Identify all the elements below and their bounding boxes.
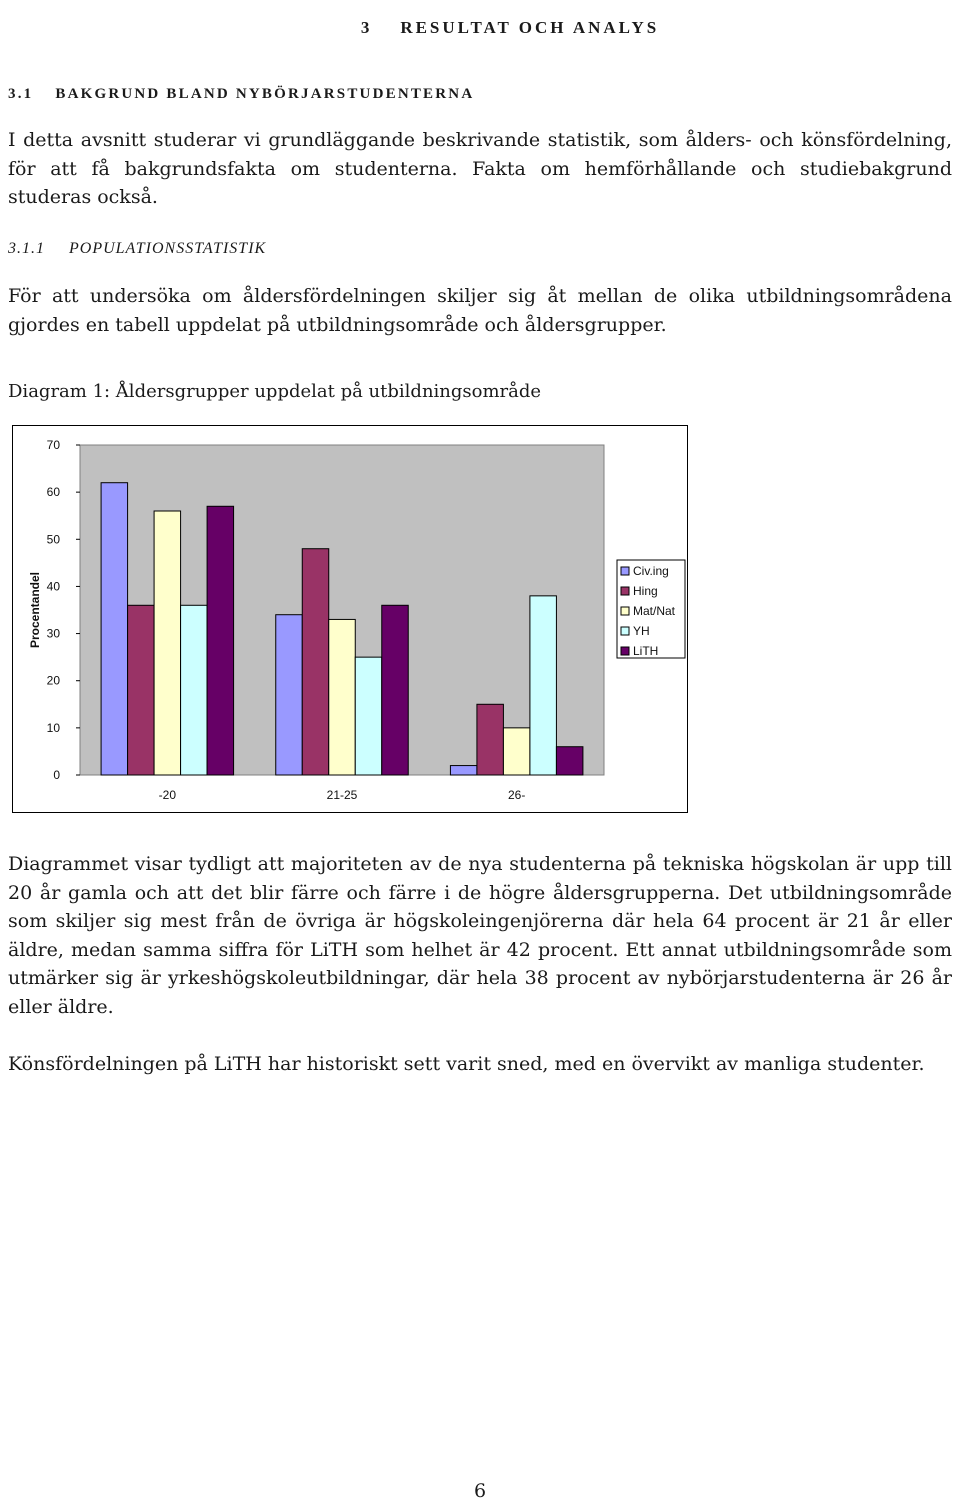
y-tick-label: 20 — [46, 673, 60, 688]
subsection-number: 3.1.1 — [8, 240, 45, 257]
bar-yh-2 — [530, 596, 557, 775]
bar-hing-1 — [302, 549, 329, 775]
legend-swatch — [621, 607, 629, 615]
chapter-heading — [0, 18, 960, 38]
y-tick-label: 0 — [53, 768, 60, 782]
x-tick-label: 21-25 — [326, 788, 358, 802]
page-number: 6 — [473, 1480, 487, 1502]
subsection-title: POPULATIONSSTATISTIK — [69, 240, 267, 257]
legend-swatch — [621, 627, 629, 635]
chapter-title: RESULTAT OCH ANALYS — [400, 18, 660, 37]
legend-swatch — [621, 587, 629, 595]
diagram-caption: Diagram 1: Åldersgrupper uppdelat på utbildningsområde — [8, 381, 542, 402]
section-heading — [8, 86, 474, 103]
gender-paragraph: Könsfördelningen på LiTH har historiskt sett varit sned, med en övervikt av manliga studenter. — [8, 1053, 925, 1075]
section-number: 3.1 — [8, 86, 34, 102]
x-tick-label: -20 — [158, 788, 177, 802]
legend-swatch — [621, 647, 629, 655]
legend — [617, 560, 685, 658]
y-tick-label: 30 — [46, 626, 60, 641]
bar-lith-1 — [382, 605, 409, 775]
subsection-paragraph: För att undersöka om åldersfördelningen skiljer sig åt mellan de olika utbildningsområdena gjordes en tabell uppdelat på utbildningsområde och åldersgrupper. — [8, 285, 952, 336]
legend-label: YH — [633, 624, 650, 638]
bar-yh-0 — [181, 605, 208, 775]
y-axis-label: Procentandel — [28, 571, 42, 649]
chapter-number: 3 — [360, 18, 373, 37]
y-tick-label: 60 — [46, 485, 60, 500]
analysis-paragraph: Diagrammet visar tydligt att majoriteten av de nya studenterna på tekniska högskolan är upp till 20 år gamla och att det blir färre och färre i de högre åldersgrupperna. Det utbildningsområde som skiljer sig mest från de övriga är högskoleingenjörerna där hela 64 procent är 21 år eller äldre, medan samma siffra för LiTH som helhet är 42 procent. Ett annat utbildningsområde som utmärker sig är yrkeshögskoleutbildningar, där hela 38 procent av nybörjarstudenterna är 26 år eller äldre. — [8, 853, 952, 1018]
bar-civ-ing-1 — [276, 615, 303, 775]
bar-civ-ing-0 — [101, 483, 128, 775]
bar-civ-ing-2 — [450, 766, 477, 775]
section-title: BAKGRUND BLAND NYBÖRJARSTUDENTERNA — [55, 86, 475, 102]
legend-label: Civ.ing — [633, 564, 669, 578]
subsection-heading — [8, 240, 266, 258]
bar-hing-0 — [128, 605, 155, 775]
bar-mat-nat-2 — [503, 728, 529, 775]
legend-label: Mat/Nat — [633, 604, 676, 618]
y-tick-label: 50 — [46, 532, 60, 547]
bar-lith-2 — [556, 747, 583, 775]
y-tick-label: 10 — [46, 720, 60, 735]
bar-mat-nat-1 — [329, 619, 356, 775]
bar-mat-nat-0 — [154, 511, 181, 775]
bar-hing-2 — [477, 704, 504, 775]
y-tick-label: 70 — [46, 438, 60, 452]
legend-label: LiTH — [633, 644, 659, 658]
y-tick-label: 40 — [46, 579, 60, 594]
age-group-bar-chart — [12, 425, 690, 815]
legend-swatch — [621, 567, 629, 575]
x-tick-label: 26- — [507, 788, 526, 802]
legend-label: Hing — [633, 584, 658, 598]
intro-paragraph: I detta avsnitt studerar vi grundläggande beskrivande statistik, som ålders- och könsfördelning, för att få bakgrundsfakta om studenterna. Fakta om hemförhållande och studiebakgrund studeras också. — [8, 129, 952, 208]
bar-lith-0 — [207, 506, 234, 775]
bar-yh-1 — [355, 657, 382, 775]
